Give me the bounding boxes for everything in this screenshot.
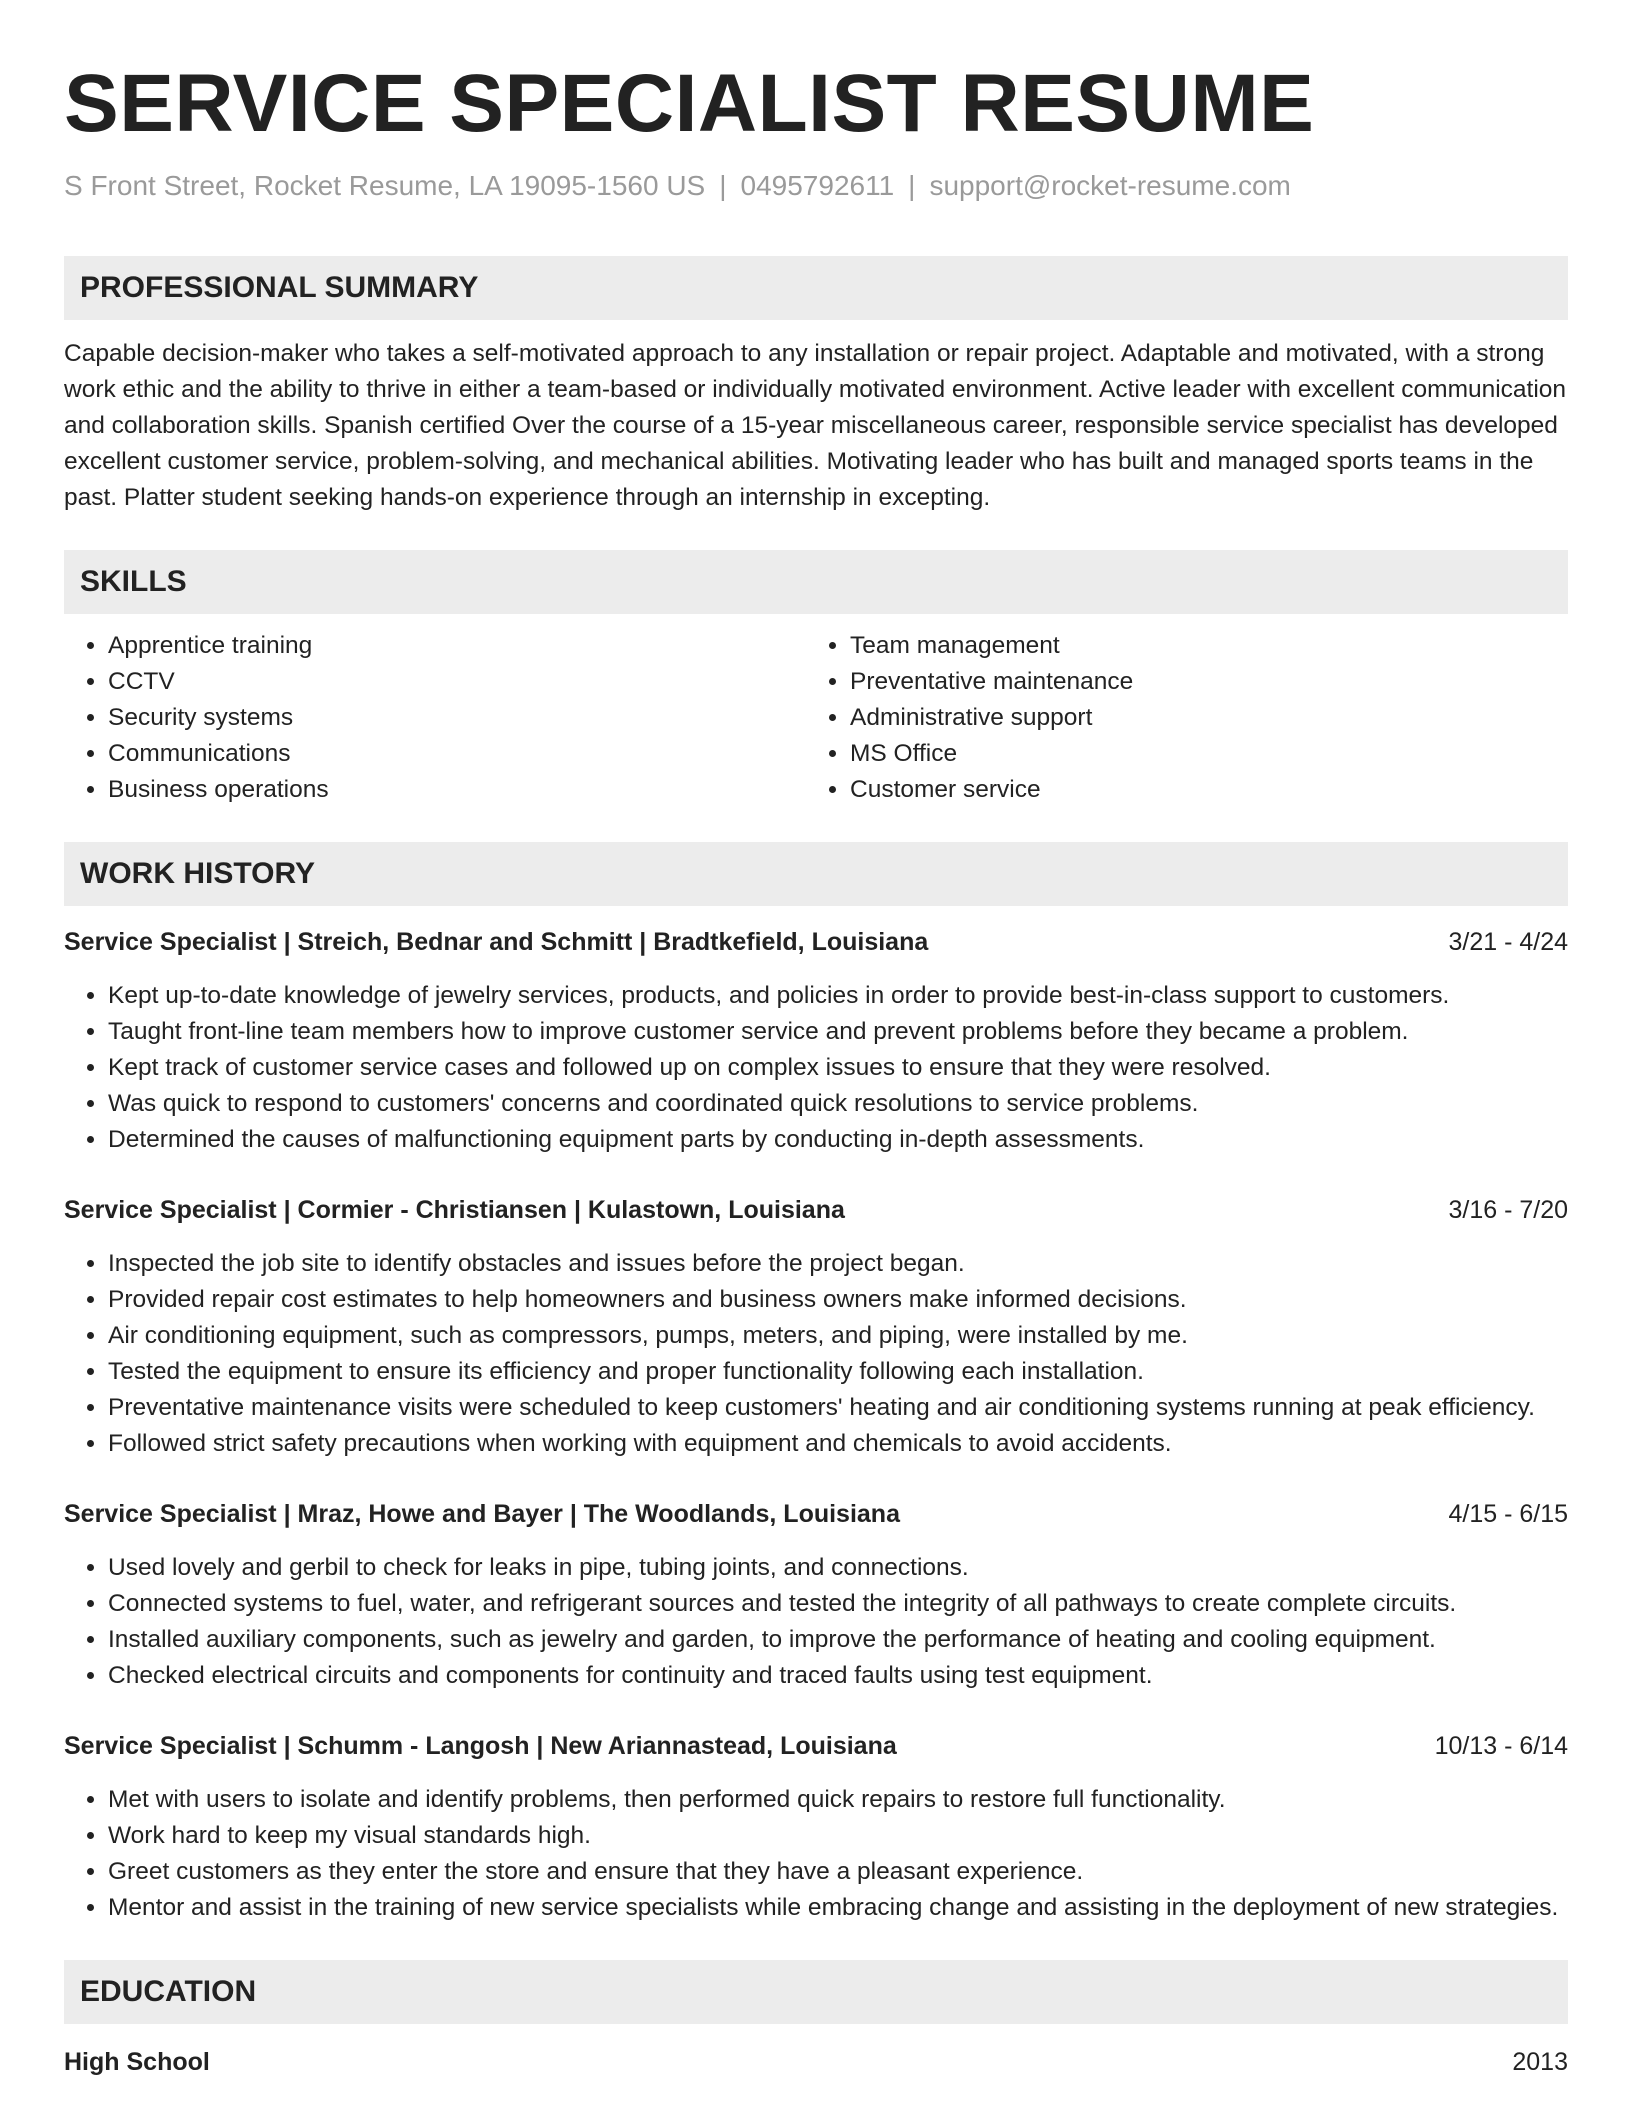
resume-title: SERVICE SPECIALIST RESUME xyxy=(64,58,1315,149)
job-dates: 4/15 - 6/15 xyxy=(1448,1500,1568,1528)
section-header-skills: SKILLS xyxy=(64,550,1568,614)
job-bullet: • Taught front-line team members how to improve customer service and prevent problems before they became a problem. xyxy=(108,1014,1568,1050)
job-dates: 3/21 - 4/24 xyxy=(1448,928,1568,956)
skill-item: • Team management xyxy=(850,628,1548,664)
job-dates: 3/16 - 7/20 xyxy=(1448,1196,1568,1224)
summary-text: Capable decision-maker who takes a self-motivated approach to any installation or repair project. Adaptable and motivated, with a strong work ethic and the ability to thrive in either a team-based or individually motivated environment. Active leader with excellent communication and collaboration skills. Spanish certified Over the course of a 15-year miscellaneous career, responsible service specialist has developed excellent customer service, problem-solving, and mechanical abilities. Motivating leader who has built and managed sports teams in the past. Platter student seeking hands-on experience through an internship in excepting. xyxy=(64,340,1567,511)
job-bullet: • Used lovely and gerbil to check for leaks in pipe, tubing joints, and connections. xyxy=(108,1550,1568,1586)
job-bullet: • Checked electrical circuits and components for continuity and traced faults using test equipment. xyxy=(108,1658,1568,1694)
job-bullets xyxy=(64,1246,1568,1462)
contact-separator: | xyxy=(908,170,916,201)
skill-item: • Security systems xyxy=(108,700,806,736)
skill-item: • Apprentice training xyxy=(108,628,806,664)
job-bullet: • Air conditioning equipment, such as compressors, pumps, meters, and piping, were installed by me. xyxy=(108,1318,1568,1354)
job-entry xyxy=(64,1496,1568,1694)
skills-column-right xyxy=(806,628,1548,808)
job-title: Service Specialist | Mraz, Howe and Bayer | The Woodlands, Louisiana xyxy=(64,1500,900,1528)
job-bullet: • Preventative maintenance visits were scheduled to keep customers' heating and air conditioning systems running at peak efficiency. xyxy=(108,1390,1568,1426)
job-bullet: • Inspected the job site to identify obstacles and issues before the project began. xyxy=(108,1246,1568,1282)
job-bullets xyxy=(64,978,1568,1158)
job-entry xyxy=(64,924,1568,1158)
skill-item: • CCTV xyxy=(108,664,806,700)
section-header-education: EDUCATION xyxy=(64,1960,1568,2024)
section-header-work-history: WORK HISTORY xyxy=(64,842,1568,906)
job-bullet: • Determined the causes of malfunctioning equipment parts by conducting in-depth assessments. xyxy=(108,1122,1568,1158)
job-heading-row xyxy=(64,1496,1568,1532)
skill-item: • Communications xyxy=(108,736,806,772)
job-bullet: • Work hard to keep my visual standards high. xyxy=(108,1818,1568,1854)
job-bullet: • Mentor and assist in the training of new service specialists while embracing change and assisting in the deployment of new strategies. xyxy=(108,1890,1568,1926)
skill-item: • Business operations xyxy=(108,772,806,808)
job-bullets xyxy=(64,1782,1568,1926)
job-title: Service Specialist | Streich, Bednar and Schmitt | Bradtkefield, Louisiana xyxy=(64,928,929,956)
job-bullet: • Connected systems to fuel, water, and refrigerant sources and tested the integrity of all pathways to create complete circuits. xyxy=(108,1586,1568,1622)
education-degree: High School xyxy=(64,2048,210,2076)
job-entry xyxy=(64,1728,1568,1926)
education-entry xyxy=(64,2044,1568,2080)
job-bullet: • Met with users to isolate and identify problems, then performed quick repairs to restore full functionality. xyxy=(108,1782,1568,1818)
job-bullet: • Provided repair cost estimates to help homeowners and business owners make informed decisions. xyxy=(108,1282,1568,1318)
job-bullet: • Installed auxiliary components, such as jewelry and garden, to improve the performance of heating and cooling equipment. xyxy=(108,1622,1568,1658)
skill-item: • Preventative maintenance xyxy=(850,664,1548,700)
job-bullets xyxy=(64,1550,1568,1694)
education-year: 2013 xyxy=(1512,2048,1568,2076)
job-entry xyxy=(64,1192,1568,1462)
job-title: Service Specialist | Schumm - Langosh | New Ariannastead, Louisiana xyxy=(64,1732,897,1760)
section-header-summary: PROFESSIONAL SUMMARY xyxy=(64,256,1568,320)
job-title: Service Specialist | Cormier - Christiansen | Kulastown, Louisiana xyxy=(64,1196,845,1224)
job-bullet: • Was quick to respond to customers' concerns and coordinated quick resolutions to service problems. xyxy=(108,1086,1568,1122)
job-heading-row xyxy=(64,924,1568,960)
contact-phone: 0495792611 xyxy=(740,170,895,201)
job-bullet: • Greet customers as they enter the store and ensure that they have a pleasant experience. xyxy=(108,1854,1568,1890)
skills-column-left xyxy=(64,628,806,808)
job-bullet: • Tested the equipment to ensure its efficiency and proper functionality following each installation. xyxy=(108,1354,1568,1390)
job-bullet: • Followed strict safety precautions when working with equipment and chemicals to avoid accidents. xyxy=(108,1426,1568,1462)
job-heading-row xyxy=(64,1192,1568,1228)
skill-item: • Customer service xyxy=(850,772,1548,808)
contact-separator: | xyxy=(719,170,727,201)
job-bullet: • Kept track of customer service cases and followed up on complex issues to ensure that they were resolved. xyxy=(108,1050,1568,1086)
job-dates: 10/13 - 6/14 xyxy=(1434,1732,1568,1760)
contact-email: support@rocket-resume.com xyxy=(929,170,1291,201)
contact-line xyxy=(64,168,1568,204)
skill-item: • MS Office xyxy=(850,736,1548,772)
skills-list xyxy=(64,628,1568,808)
job-bullet: • Kept up-to-date knowledge of jewelry services, products, and policies in order to provide best-in-class support to customers. xyxy=(108,978,1568,1014)
contact-address: S Front Street, Rocket Resume, LA 19095-1560 US xyxy=(64,170,706,201)
skill-item: • Administrative support xyxy=(850,700,1548,736)
job-heading-row xyxy=(64,1728,1568,1764)
